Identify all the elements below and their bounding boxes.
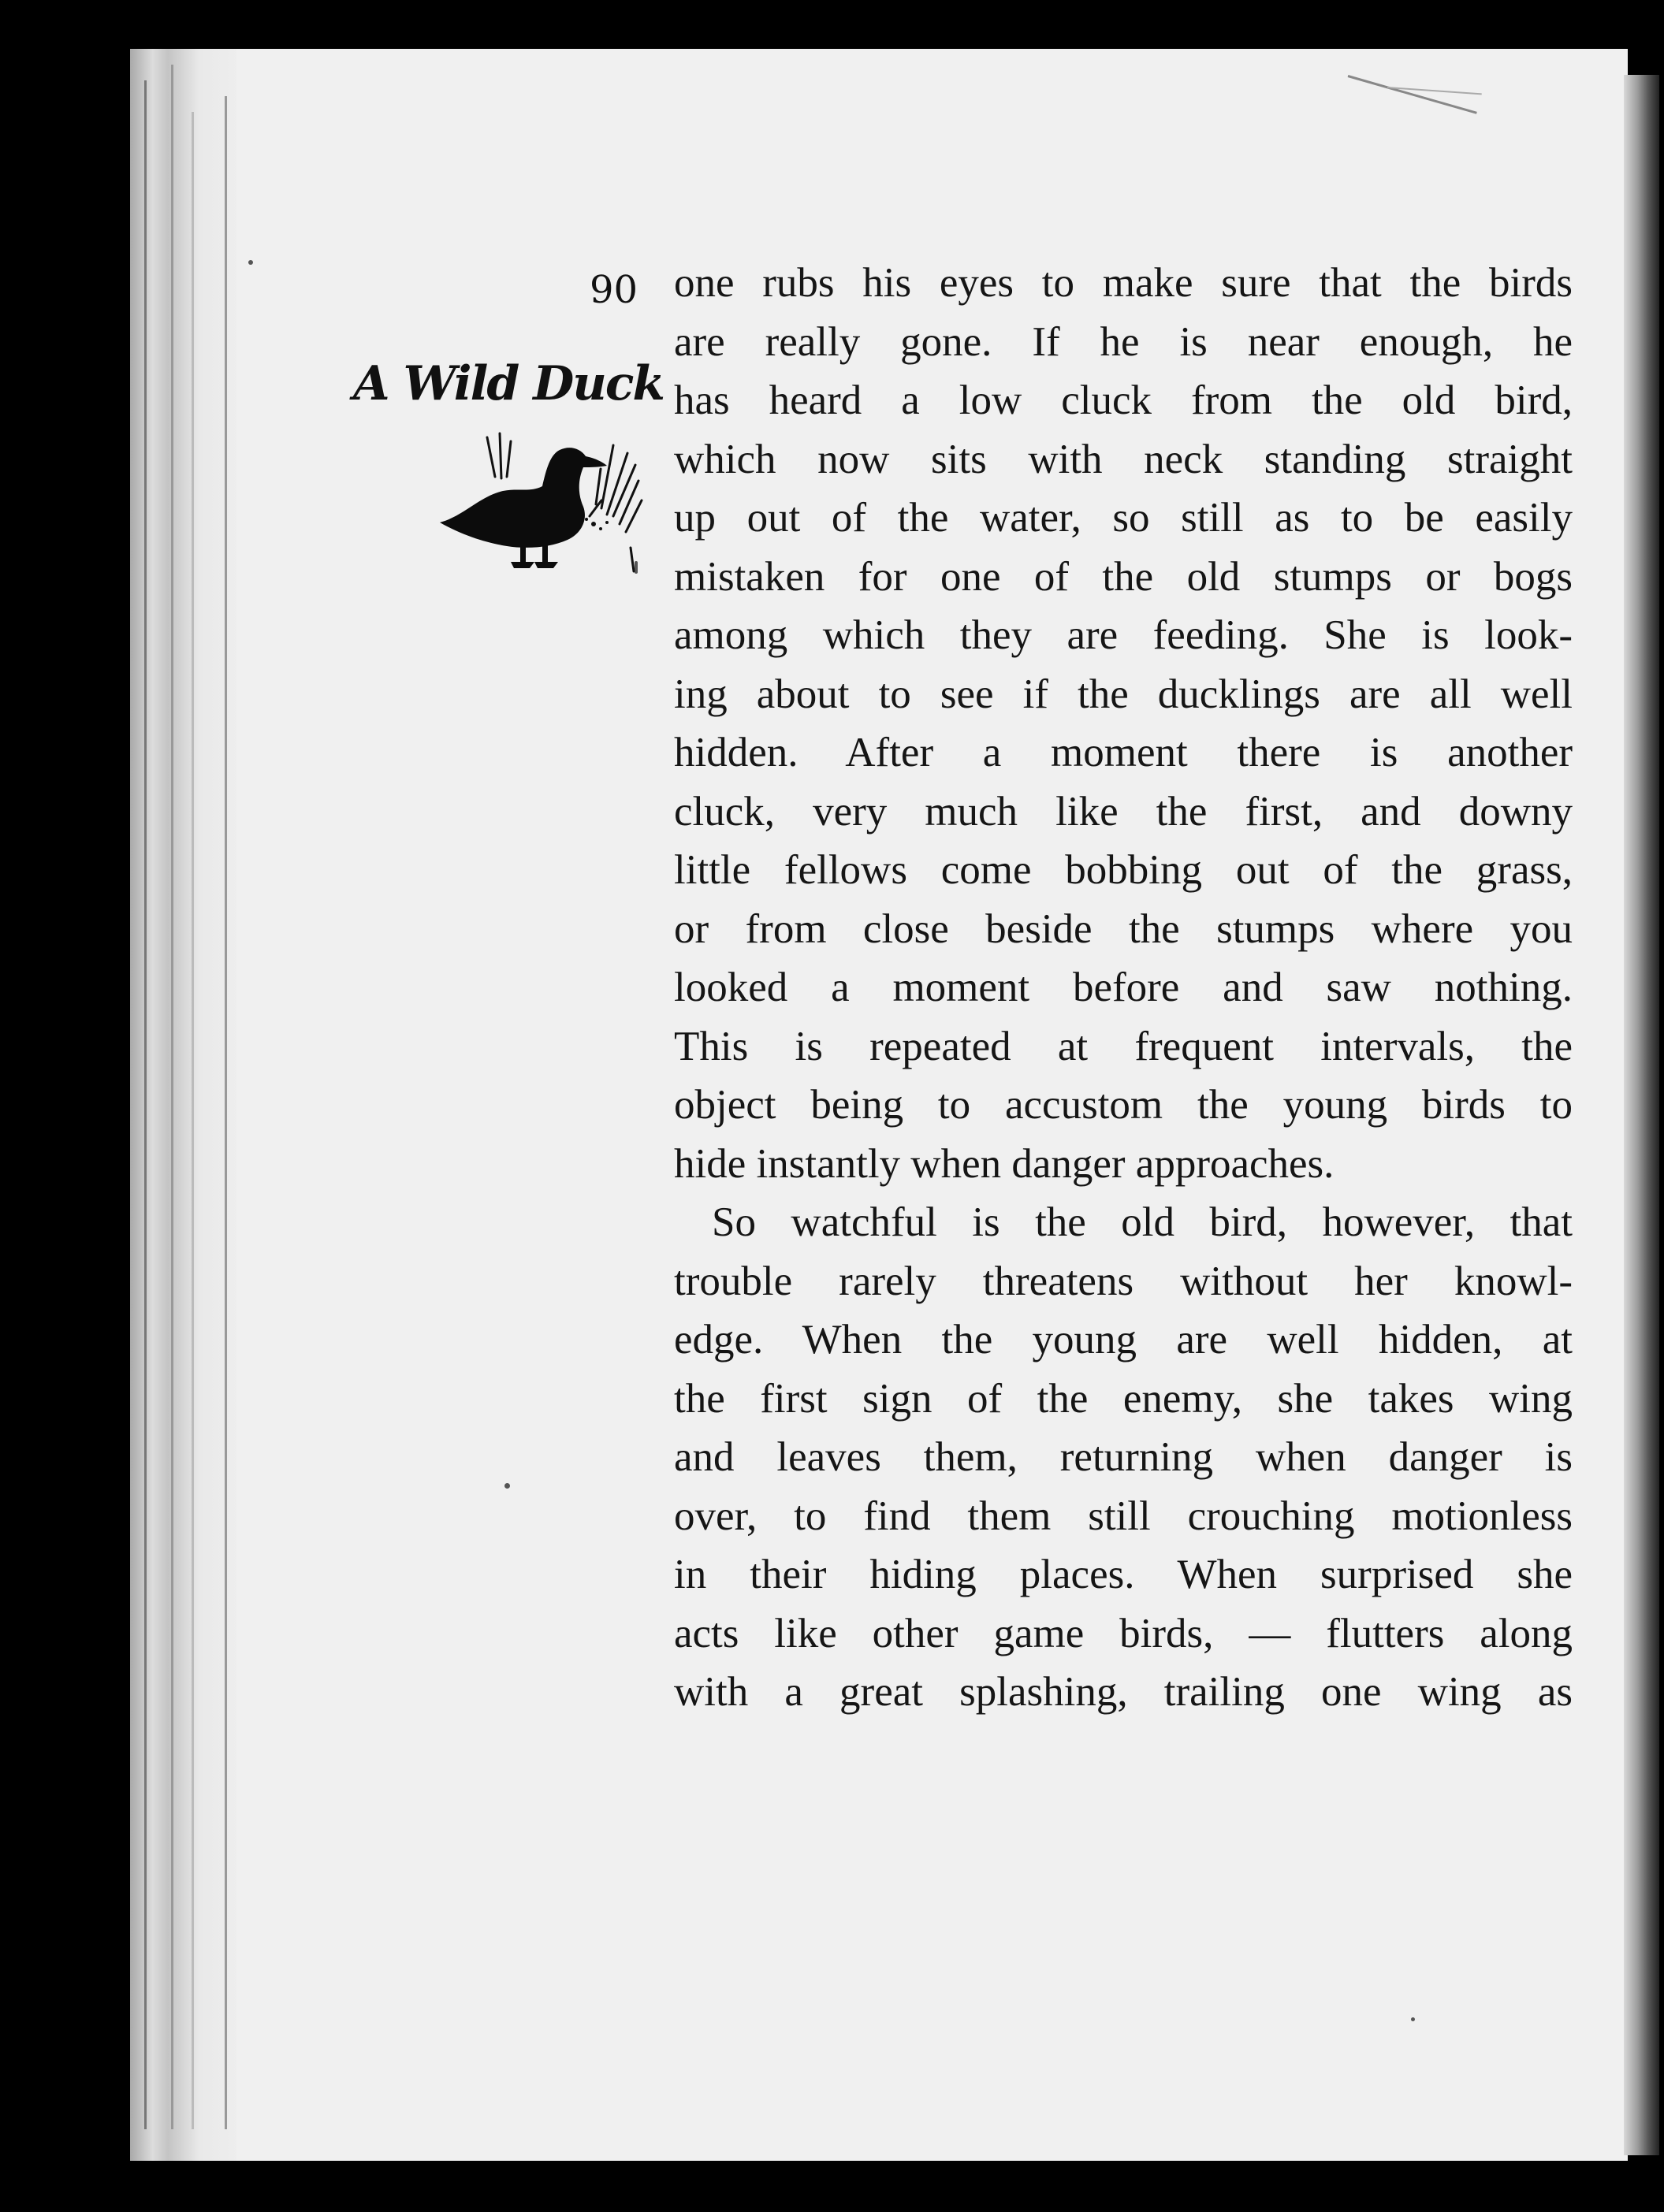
text-line: little fellows come bobbing out of the grass, — [674, 847, 1573, 893]
text-line: hide instantly when danger approaches. — [674, 1140, 1335, 1187]
page-number: 90 — [590, 268, 638, 312]
page-edge — [1624, 75, 1659, 2155]
text-line: one rubs his eyes to make sure that the birds — [674, 260, 1573, 306]
text-line: acts like other game birds, — flutters along — [674, 1610, 1573, 1656]
text-line: with a great splashing, trailing one wing as — [674, 1669, 1573, 1715]
binding-line — [192, 112, 194, 2129]
text-line: among which they are feeding. She is look- — [674, 612, 1573, 658]
text-line: hidden. After a moment there is another — [674, 730, 1573, 775]
text-line: has heard a low cluck from the old bird, — [674, 377, 1573, 423]
text-line: or from close beside the stumps where you — [674, 905, 1573, 952]
text-line: edge. When the young are well hidden, at — [674, 1317, 1573, 1363]
text-line: up out of the water, so still as to be easily — [674, 495, 1573, 541]
text-line: the first sign of the enemy, she takes wing — [674, 1375, 1573, 1422]
running-head: A Wild Duck — [353, 356, 664, 411]
binding-line — [225, 96, 227, 2129]
text-line: and leaves them, returning when danger is — [674, 1434, 1573, 1480]
text-line: which now sits with neck standing straight — [674, 436, 1573, 482]
text-line: object being to accustom the young birds to — [674, 1082, 1573, 1128]
scan-speck — [1411, 2017, 1415, 2021]
text-line: ing about to see if the ducklings are all well — [674, 671, 1573, 717]
text-line: This is repeated at frequent intervals, the — [674, 1023, 1573, 1069]
text-line: looked a moment before and saw nothing. — [674, 965, 1573, 1010]
text-line: are really gone. If he is near enough, he — [674, 318, 1573, 365]
binding-line — [144, 80, 147, 2129]
body-text — [674, 254, 1573, 1722]
binding-line — [171, 65, 173, 2129]
scan-speck — [248, 260, 253, 265]
text-line: So watchful is the old bird, however, that — [712, 1199, 1573, 1245]
text-line: cluck, very much like the first, and downy — [674, 788, 1573, 835]
duck-in-reeds-icon — [432, 422, 653, 579]
scan-speck — [504, 1483, 510, 1489]
text-line: trouble rarely threatens without her knowl- — [674, 1258, 1573, 1304]
text-line: over, to find them still crouching motionless — [674, 1493, 1573, 1539]
text-line: in their hiding places. When surprised she — [674, 1552, 1573, 1597]
text-line: mistaken for one of the old stumps or bogs — [674, 553, 1573, 600]
